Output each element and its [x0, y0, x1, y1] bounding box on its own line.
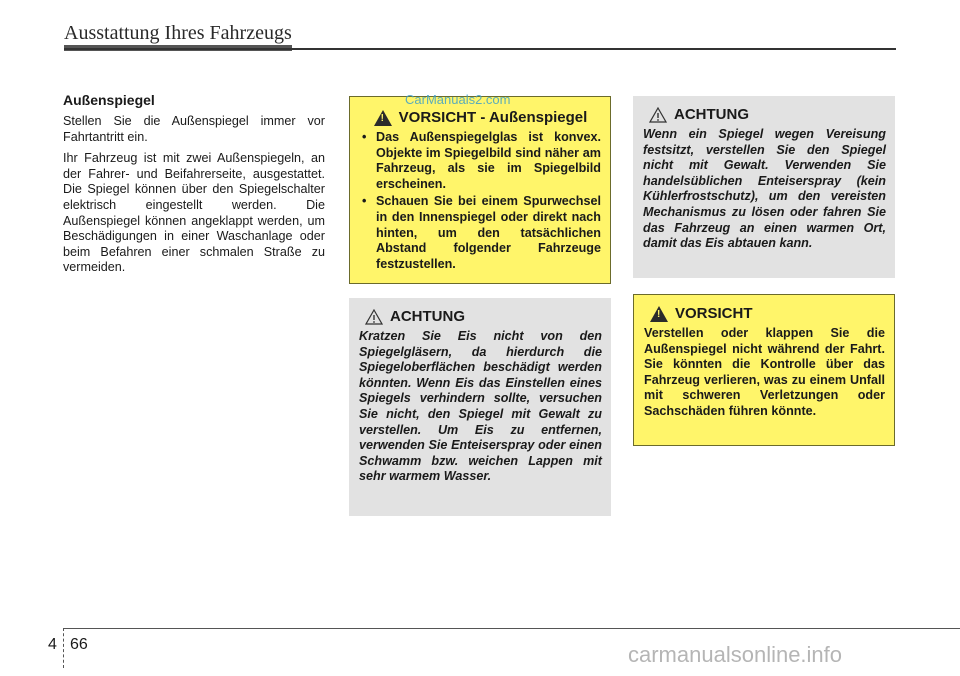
watermark-footer[interactable]: carmanualsonline.info: [628, 642, 843, 667]
notice-box-ice: [349, 298, 611, 516]
header-rule: [64, 48, 896, 50]
notice-text: Kratzen Sie Eis nicht von den Spiegelgläsern, da hierdurch die Spiegeloberflächen beschädigt werden könnten. Wenn Eis das Einstellen eines Spiegels verhindern sollte, versuchen Sie nicht, den Spiegel mit Gewalt zu verstellen. Um Eis zu entfernen, verwenden Sie Enteiserspray oder einen Schwamm bzw. weichen Lappen mit sehr warmem Wasser.: [359, 329, 602, 484]
caution-box-mirror: [349, 96, 611, 284]
caution-box-title: ! VORSICHT - Außenspiegel: [360, 109, 601, 126]
watermark-link[interactable]: CarManuals2.com: [405, 92, 511, 107]
section-heading: Außenspiegel: [63, 92, 155, 108]
page-number: 66: [70, 636, 88, 653]
paragraph: Stellen Sie die Außenspiegel immer vor Fahrtantritt ein.: [63, 114, 325, 144]
warning-triangle-icon: [649, 107, 667, 123]
list-item: • Das Außenspiegelglas ist konvex. Objekte im Spiegelbild sind näher am Fahrzeug, als sie im Spiegelbild erscheinen.: [360, 130, 601, 192]
paragraph: Ihr Fahrzeug ist mit zwei Außenspiegeln, an der Fahrer- und Beifahrerseite, ausgestattet. Die Spiegel können über den Spiegelschalter elektrisch eingestellt werden. Die Außenspiegel können angeklappt werden, um Beschädigungen in einer Waschanlage oder beim Befahren einer schmalen Straße zu vermeiden.: [63, 151, 325, 275]
caution-box-title: ! VORSICHT: [650, 305, 885, 322]
notice-box-icing: [633, 96, 895, 278]
caution-box-driving: [633, 294, 895, 446]
section-mirrors: [63, 92, 325, 282]
list-item: • Schauen Sie bei einem Spurwechsel in den Innenspiegel oder direkt nach hinten, um den tatsächlichen Abstand folgender Fahrzeuge festzustellen.: [360, 194, 601, 272]
notice-box-title: ACHTUNG: [365, 308, 602, 325]
footer-rule: [63, 628, 960, 629]
warning-triangle-icon: [650, 306, 668, 322]
warning-triangle-icon: [374, 110, 392, 126]
notice-box-title: ACHTUNG: [649, 106, 886, 123]
caution-list: [360, 130, 601, 272]
chapter-number: 4: [48, 636, 57, 653]
footer-divider: [63, 628, 64, 668]
page-header-title: Ausstattung Ihres Fahrzeugs: [64, 22, 292, 44]
caution-text: Verstellen oder klappen Sie die Außenspiegel nicht während der Fahrt. Sie könnten die Kontrolle über das Fahrzeug verlieren, was zu einem Unfall mit schweren Verletzungen oder Sachschäden führen könnte.: [644, 326, 885, 418]
notice-text: Wenn ein Spiegel wegen Vereisung festsitzt, verstellen Sie den Spiegel nicht mit Gewalt. Verwenden Sie handelsüblichen Enteiserspray (kein Kühlerfrostschutz), um den vereisten Mechanismus zu lösen oder fahren Sie das Fahrzeug an einen warmen Ort, damit das Eis abtauen kann.: [643, 127, 886, 251]
warning-triangle-icon: [365, 309, 383, 325]
